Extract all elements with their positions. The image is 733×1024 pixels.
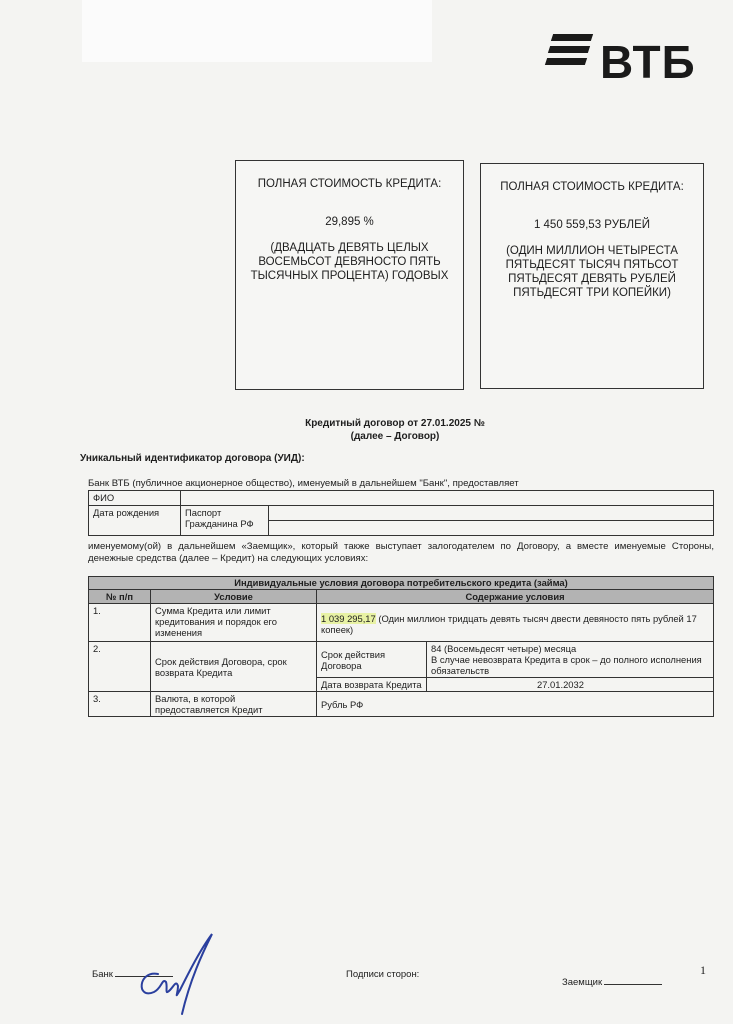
passport-value [269,506,714,521]
row-num: 1. [89,604,151,642]
page-number: 1 [700,963,706,977]
row-condition: Сумма Кредита или лимит кредитования и порядок его изменения [151,604,317,642]
row-num: 2. [89,642,151,692]
row-content [317,604,714,642]
header-num: № п/п [89,590,151,604]
dob-label: Дата рождения [89,506,181,536]
table-row [89,642,714,678]
term-note: В случае невозврата Кредита в срок – до полного исполнения обязательств [431,654,702,676]
return-label: Дата возврата Кредита [317,678,427,692]
cost-percent-box [235,160,464,390]
term-value: 84 (Восемьдесят четыре) месяца [431,643,577,654]
borrower-sign [562,977,662,988]
row-condition: Срок действия Договора, срок возврата Кредита [151,642,317,692]
table-row [89,692,714,717]
terms-table [88,576,714,717]
cost-rub-title: ПОЛНАЯ СТОИМОСТЬ КРЕДИТА: [500,181,684,193]
contract-title: Кредитный договор от 27.01.2025 № [305,418,485,429]
intro-text: Банк ВТБ (публичное акционерное общество), именуемый в дальнейшем "Банк", предоставляет [88,478,519,489]
row-condition: Валюта, в которой предоставляется Кредит [151,692,317,717]
vtb-logo [546,30,696,94]
loan-amount-words: (Один миллион тридцать девять тысяч двести девяносто пять рублей 17 копеек) [321,613,697,635]
named-text: именуемому(ой) в дальнейшем «Заемщик», который также выступает залогодателем по Договору, а вместе именуемые Стороны, денежные средства (далее – Кредит) на следующих условиях: [88,541,714,564]
signatures-label: Подписи сторон: [346,969,420,980]
uid-label: Уникальный идентификатор договора (УИД): [80,453,305,464]
header-condition: Условие [151,590,317,604]
contract-subtitle: (далее – Договор) [350,431,440,442]
row-num: 3. [89,692,151,717]
logo-text: ВТБ [600,36,696,88]
cost-rub-value: 1 450 559,53 РУБЛЕЙ [533,219,651,231]
borrower-label: Заемщик [562,977,603,988]
table-row [89,604,714,642]
return-date: 27.01.2032 [427,678,714,692]
borrower-table [88,490,714,536]
passport-extra [269,521,714,536]
logo-bars-icon [546,34,590,70]
cost-percent-value: 29,895 % [325,216,374,228]
terms-caption: Индивидуальные условия договора потребительского кредита (займа) [89,577,714,590]
fio-value [181,491,714,506]
passport-label: Паспорт Гражданина РФ [181,506,269,536]
row-content: Рубль РФ [317,692,714,717]
term-label: Срок действия Договора [317,642,427,678]
bank-label: Банк [92,969,113,980]
cost-rub-box [480,163,704,389]
cost-percent-words: (ДВАДЦАТЬ ДЕВЯТЬ ЦЕЛЫХ ВОСЕМЬСОТ ДЕВЯНОСТО ПЯТЬ ТЫСЯЧНЫХ ПРОЦЕНТА) ГОДОВЫХ [250,242,449,282]
signature-image [128,930,218,1016]
contract-title-block [200,417,590,443]
fio-label: ФИО [89,491,181,506]
redacted-area [82,0,432,62]
header-content: Содержание условия [317,590,714,604]
term-value-cell [427,642,714,678]
loan-amount: 1 039 295,17 [321,613,376,624]
cost-percent-title: ПОЛНАЯ СТОИМОСТЬ КРЕДИТА: [257,178,442,190]
cost-rub-words: (ОДИН МИЛЛИОН ЧЕТЫРЕСТА ПЯТЬДЕСЯТ ТЫСЯЧ ПЯТЬСОТ ПЯТЬДЕСЯТ ДЕВЯТЬ РУБЛЕЙ ПЯТЬДЕСЯТ ТРИ КОПЕЙКИ) [505,245,679,299]
borrower-sign-line [604,984,662,985]
